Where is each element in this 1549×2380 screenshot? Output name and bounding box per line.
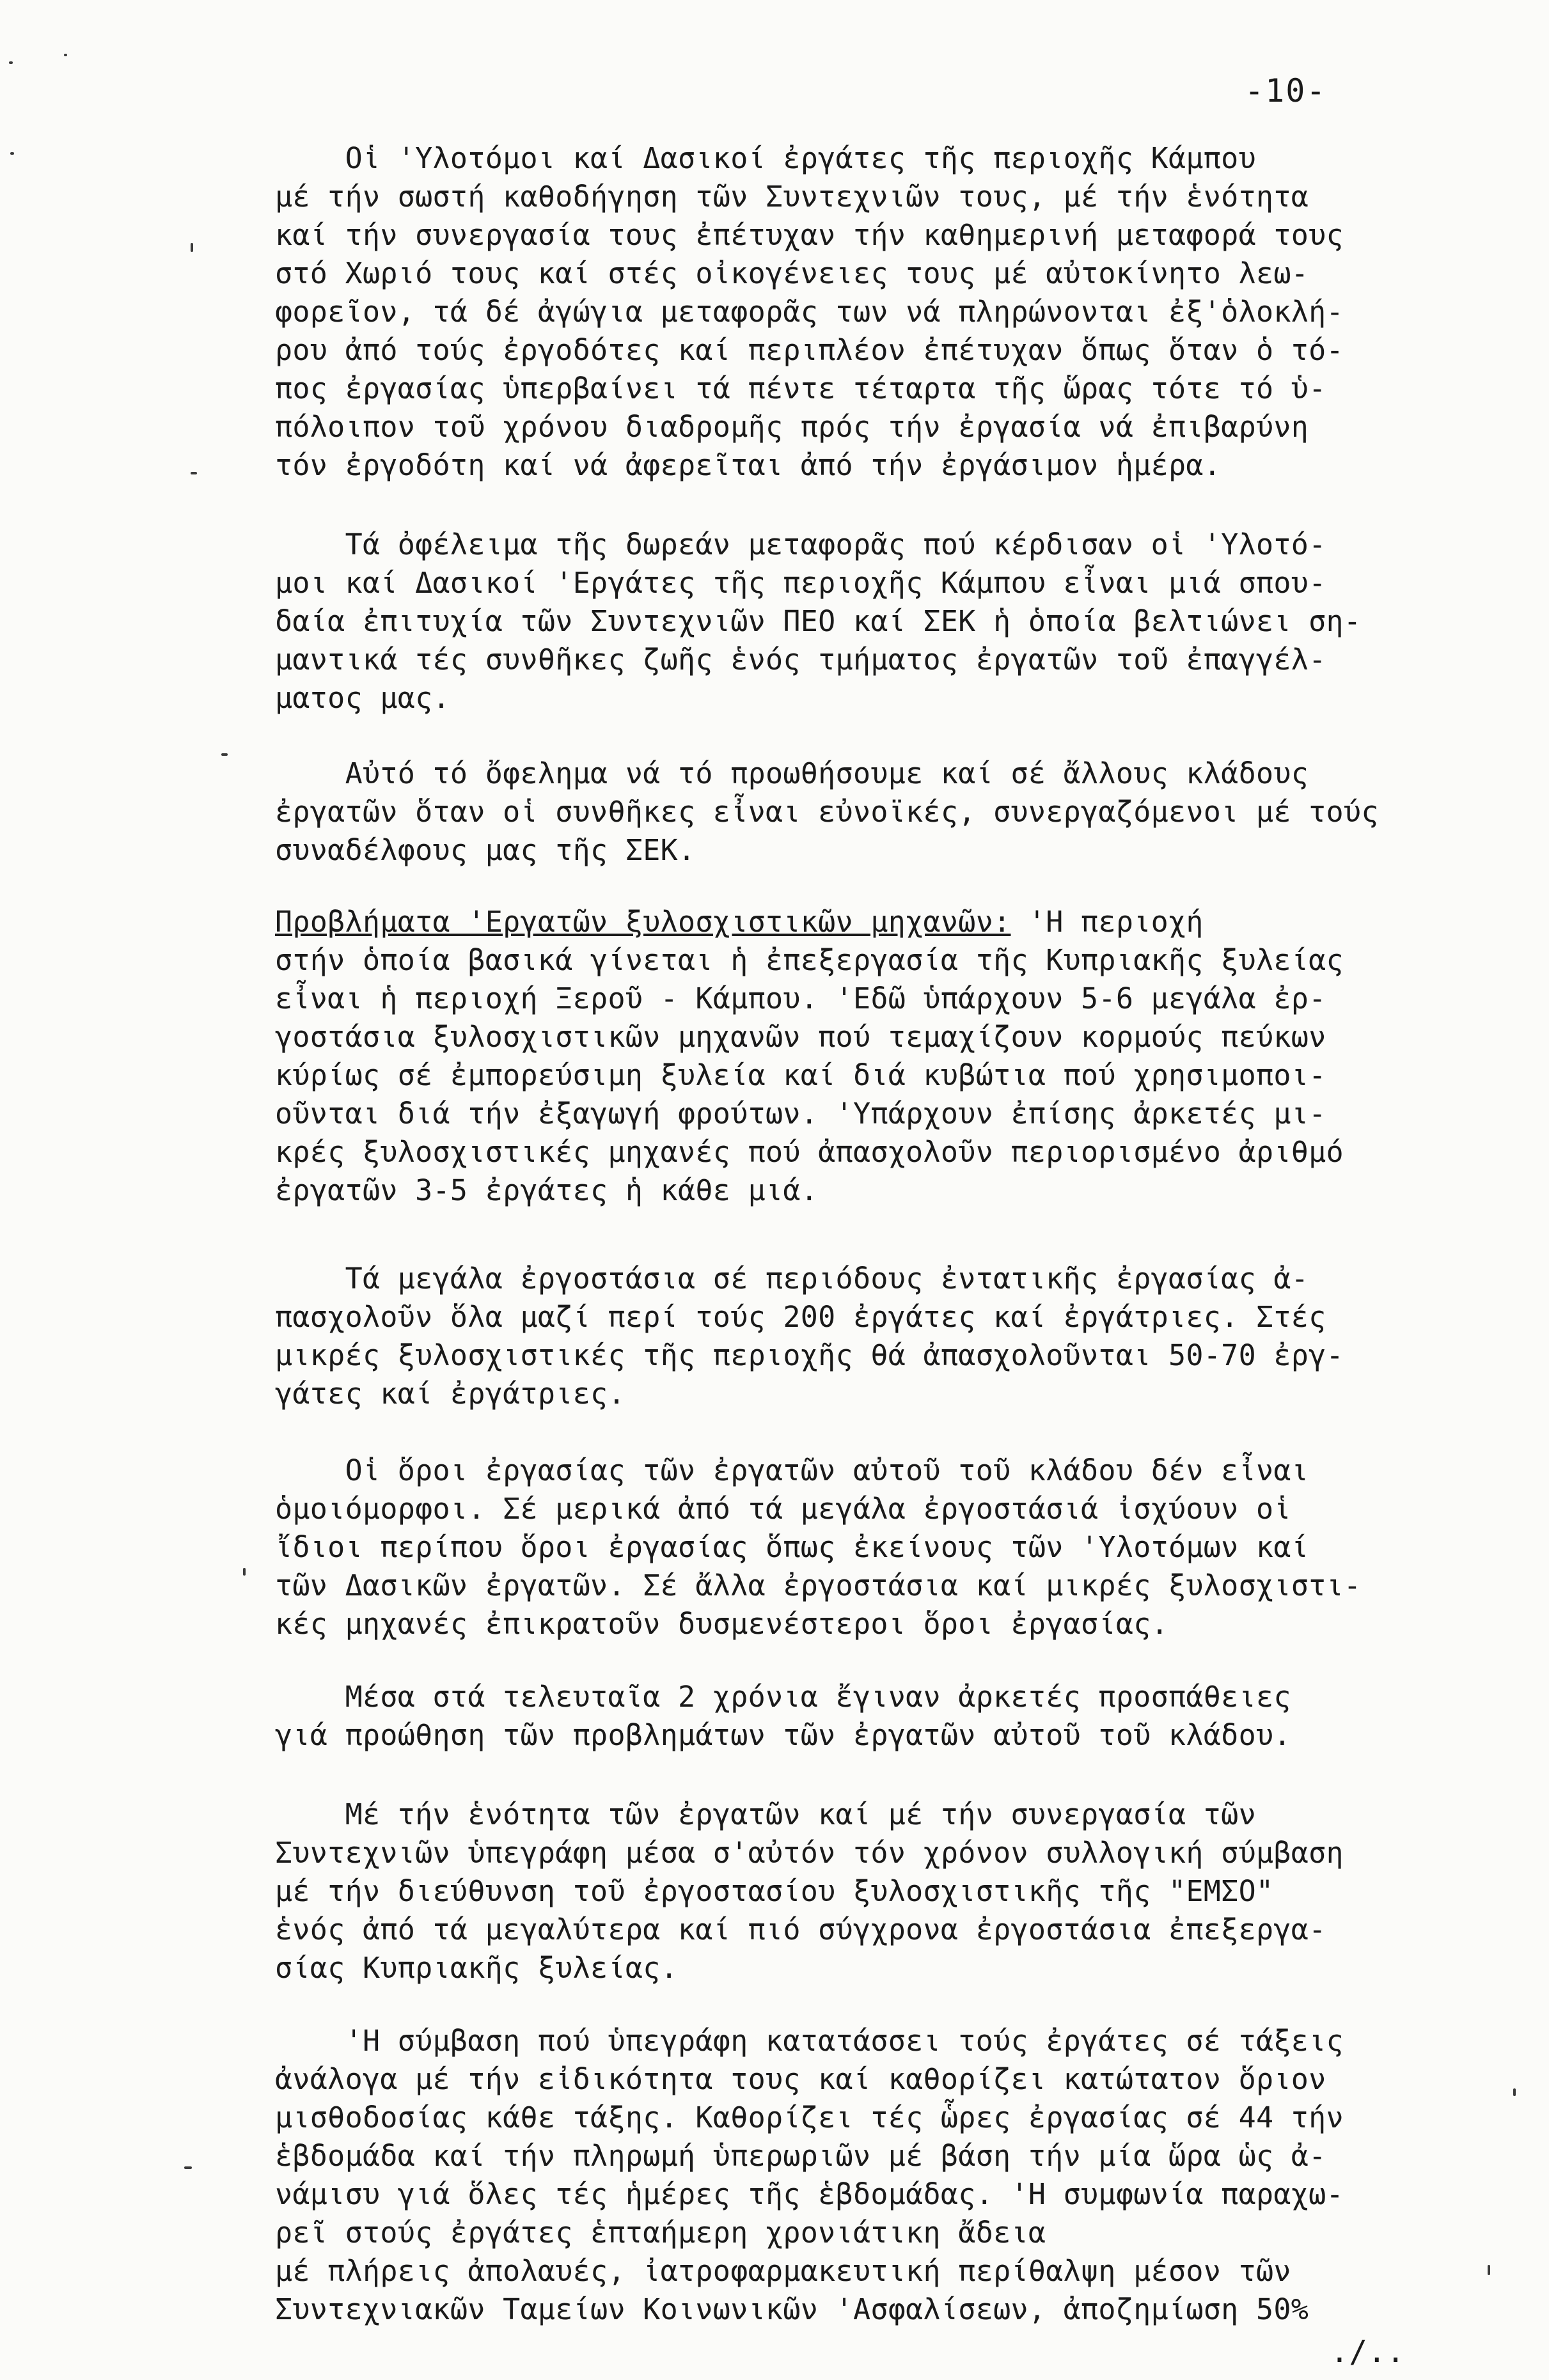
paragraph-recent-efforts — [275, 1678, 1503, 1755]
text-line: μέ πλήρεις ἀπολαυές, ἰατροφαρμακευτική περίθαλψη μέσον τῶν — [275, 2254, 1291, 2288]
text-line: τῶν Δασικῶν ἐργατῶν. Σέ ἄλλα ἐργοστάσια καί μικρές ξυλοσχιστι- — [275, 1569, 1362, 1602]
scan-speck — [9, 61, 13, 64]
text-line: κρές ξυλοσχιστικές μηχανές πού ἀπασχολοῦν περιορισμένο ἀριθμό — [275, 1135, 1344, 1169]
text-line: πόλοιπον τοῦ χρόνου διαδρομῆς πρός τήν ἐργασία νά ἐπιβαρύνη — [275, 410, 1309, 444]
text-line: ἀνάλογα μέ τήν εἰδικότητα τους καί καθορίζει κατώτατον ὅριον — [275, 2062, 1326, 2096]
text-line: δαία ἐπιτυχία τῶν Συντεχνιῶν ΠΕΟ καί ΣΕΚ ἡ ὁποία βελτιώνει ση- — [275, 604, 1362, 638]
text-line: ρου ἀπό τούς ἐργοδότες καί περιπλέον ἐπέτυχαν ὅπως ὅταν ὁ τό- — [275, 333, 1344, 367]
text-line: πασχολοῦν ὅλα μαζί περί τούς 200 ἐργάτες καί ἐργάτριες. Στές — [275, 1300, 1326, 1334]
text-line: 'Η σύμβαση πού ὑπεγράφη κατατάσσει τούς ἐργάτες σέ τάξεις — [275, 2024, 1344, 2058]
text-line: κύρίως σέ ἐμπορεύσιμη ξυλεία καί διά κυβώτια πού χρησιμοποι- — [275, 1058, 1326, 1092]
paragraph-collective-agreement — [275, 1796, 1503, 1987]
text-line: Αὐτό τό ὄφελημα νά τό προωθήσουμε καί σέ ἄλλους κλάδους — [275, 756, 1309, 790]
text-line: ἴδιοι περίπου ὅροι ἐργασίας ὅπως ἐκείνους τῶν 'Υλοτόμων καί — [275, 1530, 1309, 1564]
text-line: κές μηχανές ἐπικρατοῦν δυσμενέστεροι ὅροι ἐργασίας. — [275, 1607, 1169, 1641]
scan-speck — [64, 54, 67, 56]
text-line: τόν ἐργοδότη καί νά ἀφερεῖται ἀπό τήν ἐργάσιμον ἡμέρα. — [275, 448, 1222, 482]
text-line: Συντεχνιῶν ὑπεγράφη μέσα σ'αὐτόν τόν χρόνον συλλογική σύμβαση — [275, 1836, 1344, 1870]
text-line: γιά προώθηση τῶν προβλημάτων τῶν ἐργατῶν αὐτοῦ τοῦ κλάδου. — [275, 1718, 1291, 1752]
text-line: στό Χωριό τους καί στές οἰκογένειες τους μέ αὐτοκίνητο λεω- — [275, 256, 1309, 290]
text-line: καί τήν συνεργασία τους ἐπέτυχαν τήν καθημερινή μεταφορά τους — [275, 218, 1344, 252]
text-line: Τά ὀφέλειμα τῆς δωρεάν μεταφορᾶς πού κέρδισαν οἱ 'Υλοτό- — [275, 528, 1326, 561]
text-line: νάμισυ γιά ὅλες τές ἡμέρες τῆς ἑβδομάδας. 'Η συμφωνία παραχω- — [275, 2177, 1344, 2211]
text-line: μικρές ξυλοσχιστικές τῆς περιοχῆς θά ἀπασχολοῦνται 50-70 ἐργ- — [275, 1338, 1344, 1372]
paragraph-agreement-terms — [275, 2022, 1503, 2329]
text-line: στήν ὁποία βασικά γίνεται ἡ ἐπεξεργασία τῆς Κυπριακῆς ξυλείας — [275, 943, 1344, 977]
text-line: ρεῖ στούς ἐργάτες ἑπταήμερη χρονιάτικη ἄδεια — [275, 2216, 1046, 2250]
section-heading: Προβλήματα 'Εργατῶν ξυλοσχιστικῶν μηχανῶν: — [275, 905, 1011, 939]
scan-speck — [221, 753, 228, 756]
scan-speck — [243, 1568, 246, 1576]
text-line: γάτες καί ἐργάτριες. — [275, 1377, 625, 1411]
text-line: γοστάσια ξυλοσχιστικῶν μηχανῶν πού τεμαχίζουν κορμούς πεύκων — [275, 1020, 1326, 1054]
scan-speck — [184, 2166, 192, 2169]
paragraph-free-transport-benefit — [275, 526, 1503, 717]
text-line: μοι καί Δασικοί 'Εργάτες τῆς περιοχῆς Κάμπου εἶναι μιά σπου- — [275, 566, 1326, 600]
text-line: ἐργατῶν ὅταν οἱ συνθῆκες εἶναι εὐνοϊκές, συνεργαζόμενοι μέ τούς — [275, 795, 1379, 829]
text-line: σίας Κυπριακῆς ξυλείας. — [275, 1951, 679, 1985]
text-line: πος ἐργασίας ὑπερβαίνει τά πέντε τέταρτα τῆς ὥρας τότε τό ὑ- — [275, 372, 1326, 405]
text-line: Μέ τήν ἑνότητα τῶν ἐργατῶν καί μέ τήν συνεργασία τῶν — [275, 1797, 1256, 1831]
paragraph-loggers-transport — [275, 139, 1503, 485]
paragraph-work-conditions — [275, 1452, 1503, 1643]
heading-continuation: 'Η περιοχή — [1010, 905, 1204, 939]
paragraph-sawmill-problems — [275, 903, 1503, 1210]
text-line: μέ τήν σωστή καθοδήγηση τῶν Συντεχνιῶν τους, μέ τήν ἑνότητα — [275, 180, 1309, 214]
text-line: μέ τήν διεύθυνση τοῦ ἐργοστασίου ξυλοσχιστικῆς τῆς "ΕΜΣΟ" — [275, 1874, 1274, 1908]
page-number: -10- — [1245, 72, 1327, 109]
scan-speck — [191, 472, 197, 474]
text-line: Οἱ ὅροι ἐργασίας τῶν ἐργατῶν αὐτοῦ τοῦ κλάδου δέν εἶναι — [275, 1453, 1309, 1487]
text-line: Συντεχνιακῶν Ταμείων Κοινωνικῶν 'Ασφαλίσεων, ἀποζημίωση 50% — [275, 2292, 1309, 2326]
scan-speck — [1513, 2088, 1516, 2096]
section-heading-line — [275, 903, 1503, 941]
paragraph-extend-benefit — [275, 755, 1503, 870]
text-line: ἑβδομάδα καί τήν πληρωμή ὑπερωριῶν μέ βάση τήν μία ὥρα ὡς ἀ- — [275, 2139, 1326, 2173]
text-line: ἑνός ἀπό τά μεγαλύτερα καί πιό σύγχρονα ἐργοστάσια ἐπεξεργα- — [275, 1913, 1326, 1946]
text-line: Τά μεγάλα ἐργοστάσια σέ περιόδους ἐντατικῆς ἐργασίας ἀ- — [275, 1262, 1309, 1296]
text-line: ἐργατῶν 3-5 ἐργάτες ἡ κάθε μιά. — [275, 1173, 819, 1207]
paragraph-factory-employment — [275, 1260, 1503, 1413]
scan-speck — [1488, 2265, 1490, 2275]
text-line: οῦνται διά τήν ἐξαγωγή φρούτων. 'Υπάρχουν ἐπίσης ἀρκετές μι- — [275, 1097, 1326, 1131]
text-line: συναδέλφους μας τῆς ΣΕΚ. — [275, 833, 696, 867]
text-line: Οἱ 'Υλοτόμοι καί Δασικοί ἐργάτες τῆς περιοχῆς Κάμπου — [275, 141, 1256, 175]
text-line: μαντικά τές συνθῆκες ζωῆς ἑνός τμήματος ἐργατῶν τοῦ ἐπαγγέλ- — [275, 643, 1326, 677]
text-line: Μέσα στά τελευταῖα 2 χρόνια ἔγιναν ἀρκετές προσπάθειες — [275, 1680, 1291, 1714]
text-line: ματος μας. — [275, 681, 450, 715]
text-line: εἶναι ἡ περιοχή Ξεροῦ - Κάμπου. 'Εδῶ ὑπάρχουν 5-6 μεγάλα ἐρ- — [275, 982, 1326, 1015]
scan-speck — [10, 152, 14, 155]
text-line: μισθοδοσίας κάθε τάξης. Καθορίζει τές ὧρες ἐργασίας σέ 44 τήν — [275, 2101, 1344, 2134]
continuation-mark: ./.. — [1330, 2334, 1405, 2370]
text-line: φορεῖον, τά δέ ἀγώγια μεταφορᾶς των νά πληρώνονται ἐξ'ὁλοκλή- — [275, 295, 1344, 329]
text-line: ὁμοιόμορφοι. Σέ μερικά ἀπό τά μεγάλα ἐργοστάσιά ἰσχύουν οἱ — [275, 1492, 1291, 1526]
scan-speck — [191, 243, 193, 252]
